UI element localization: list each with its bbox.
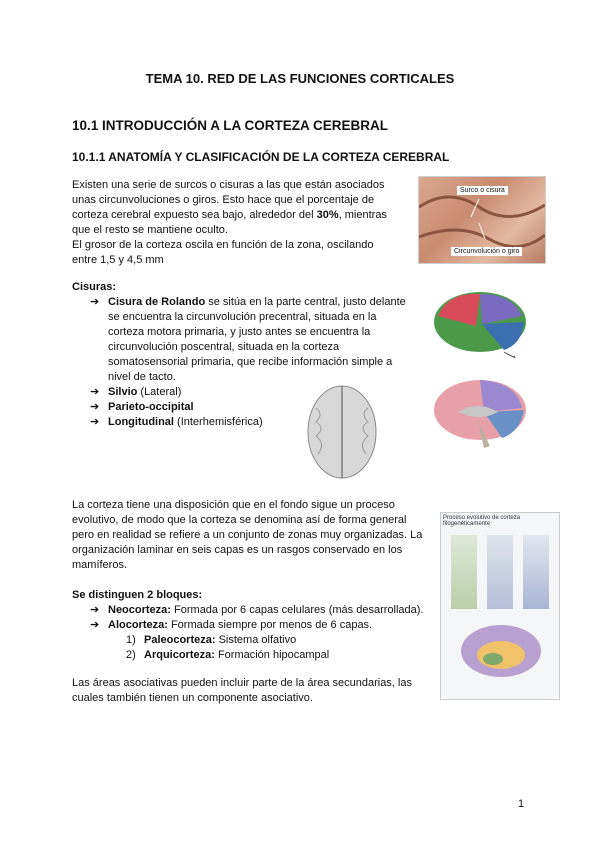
bloques-block bbox=[72, 588, 432, 663]
cortex-evolution-figure bbox=[440, 512, 560, 700]
section-heading: 10.1 INTRODUCCIÓN A LA CORTEZA CEREBRAL bbox=[72, 118, 389, 133]
evolution-brain-drawing bbox=[453, 617, 549, 687]
lateral-brain-figure bbox=[418, 286, 548, 364]
list-item: ➔ Cisura de Rolando se sitúa en la parte central, justo delante se encuentra la circunvolución precentral, situada en la corteza motora primaria, y justo antes se encuentra la circunvolución poscentral, situada en la corteza somatosensorial primaria, que recibe información simple a nivel de tacto. bbox=[90, 296, 406, 383]
archicortex-column bbox=[487, 535, 513, 609]
intro-text-b: , mientras que el resto se mantiene oculto. bbox=[72, 209, 387, 236]
neocortex-column bbox=[523, 535, 549, 609]
list-item: ➔ Longitudinal (Interhemisférica) bbox=[90, 416, 263, 428]
top-view-brain-figure bbox=[272, 378, 412, 484]
photo-label-circ: Circunvolución o giro bbox=[451, 247, 522, 256]
page-title: TEMA 10. RED DE LAS FUNCIONES CORTICALES bbox=[145, 71, 455, 86]
lateral-brain-drawing bbox=[418, 286, 548, 364]
intro-percent: 30% bbox=[316, 209, 339, 221]
page-number: 1 bbox=[518, 798, 525, 810]
photo-label-surco: Surco o cisura bbox=[457, 186, 508, 195]
brain-surface-photo bbox=[418, 176, 546, 264]
intro-paragraph bbox=[72, 178, 390, 268]
list-item: 2) Arquicorteza: Formación hipocampal bbox=[126, 649, 330, 661]
evolution-figure-title: Proceso evolutivo de corteza filogenéticamente bbox=[443, 515, 521, 527]
associative-paragraph: Las áreas asociativas pueden incluir parte de la área secundarias, las cuales también tienen un componente asociativo. bbox=[72, 677, 412, 704]
list-item: ➔ Alocorteza: Formada siempre por menos de 6 capas. bbox=[90, 619, 373, 631]
evolution-paragraph: La corteza tiene una disposición que en el fondo sigue un proceso evolutivo, de modo que la corteza se denomina así de forma general pero en realidad se refiere a un conjunto de zonas muy organizadas. La organización laminar en seis capas es un rasgos conservado en los mamíferos. bbox=[72, 499, 423, 571]
medial-brain-figure bbox=[418, 372, 548, 452]
bloques-heading: Se distinguen 2 bloques: bbox=[72, 589, 203, 601]
intro-thickness: El grosor de la corteza oscila en función de la zona, oscilando entre 1,5 y 4,5 mm bbox=[72, 239, 374, 266]
list-item: ➔ Silvio (Lateral) bbox=[90, 386, 182, 398]
medial-brain-drawing bbox=[418, 372, 548, 452]
cisuras-heading: Cisuras: bbox=[72, 281, 117, 293]
list-item: ➔ Neocorteza: Formada por 6 capas celulares (más desarrollada). bbox=[90, 604, 424, 616]
paleocortex-column bbox=[451, 535, 477, 609]
list-item: ➔ Parieto-occipital bbox=[90, 401, 194, 413]
list-item: 1) Paleocorteza: Sistema olfativo bbox=[126, 634, 297, 646]
subsection-heading: 10.1.1 ANATOMÍA Y CLASIFICACIÓN DE LA CORTEZA CEREBRAL bbox=[72, 150, 450, 164]
intro-text-a: Existen una serie de surcos o cisuras a las que están asociados unas circunvoluciones o giros. Esto hace que el porcentaje de corteza cerebral expuesto sea bajo, alrededor del bbox=[72, 179, 385, 221]
top-view-brain-drawing bbox=[272, 378, 412, 484]
